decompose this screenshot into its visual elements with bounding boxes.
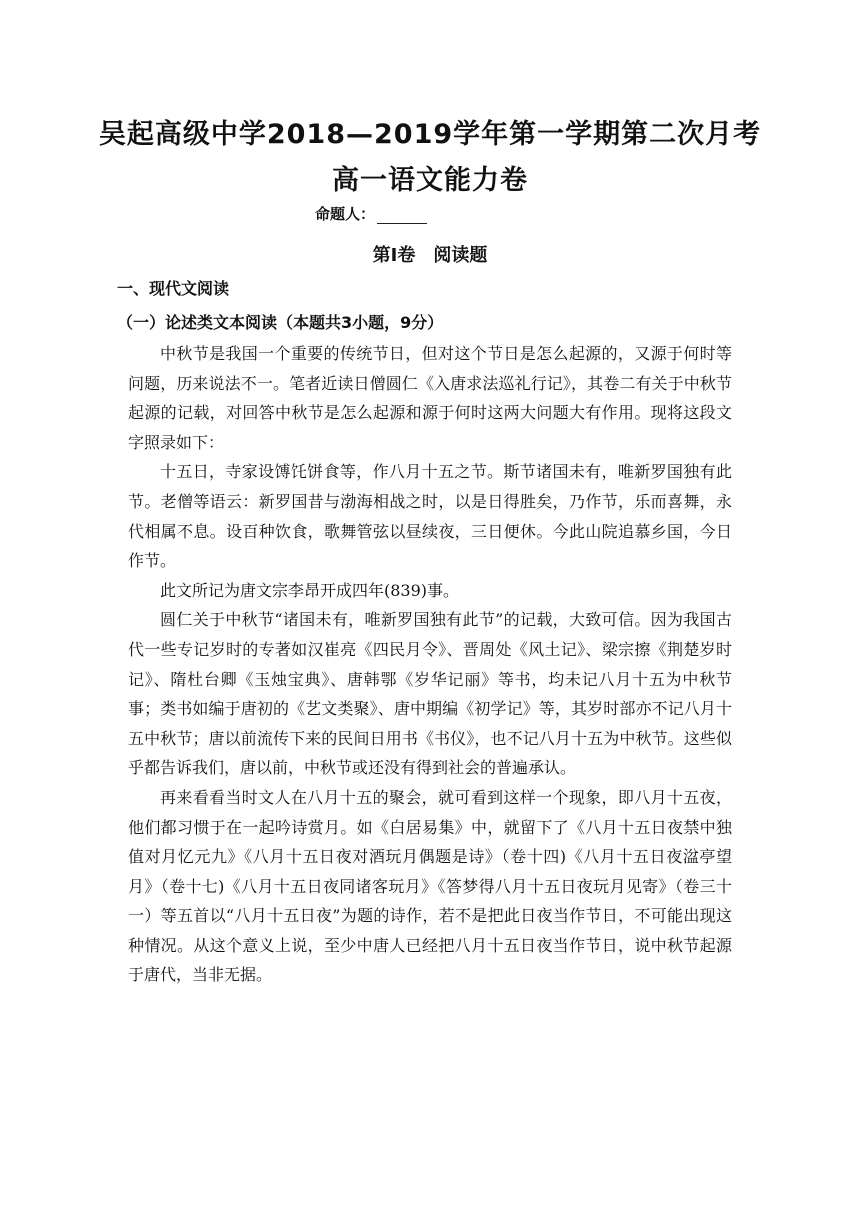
subpart-heading: （一）论述类文本阅读（本题共3小题，9分） [117,313,444,332]
exam-title: 吴起高级中学2018—2019学年第一学期第二次月考 [98,119,762,150]
author-line [315,203,427,224]
paragraph: 圆仁关于中秋节“诸国未有，唯新罗国独有此节”的记载，大致可信。因为我国古代一些专记岁时的专著如汉崔亮《四民月令》、晋周处《风土记》、梁宗擦《荆楚岁时记》、隋杜台卿《玉烛宝典》、唐韩鄂《岁华记丽》等书，均未记八月十五为中秋节事；类书如编于唐初的《艺文类聚》、唐中期编《初学记》等，其岁时部亦不记八月十五中秋节；唐以前流传下来的民间日用书《书仪》，也不记八月十五为中秋节。这些似乎都告诉我们，唐以前，中秋节或还没有得到社会的普遍承认。 [128,610,732,778]
paragraph: 再来看看当时文人在八月十五的聚会，就可看到这样一个现象，即八月十五夜，他们都习惯于在一起吟诗赏月。如《白居易集》中，就留下了《八月十五日夜禁中独值对月忆元九》《八月十五日夜对酒玩月偶题是诗》（卷十四)《八月十五日夜湓亭望月》（卷十七)《八月十五日夜同诸客玩月》《答梦得八月十五日夜玩月见寄》（卷三十一）等五首以“八月十五日夜”为题的诗作，若不是把此日夜当作节日，不可能出现这种情况。从这个意义上说，至少中唐人已经把八月十五日夜当作节日，说中秋节起源于唐代，当非无据。 [128,787,732,985]
author-label: 命题人： [315,205,376,223]
author-blank [377,207,427,224]
paragraph: 此文所记为唐文宗李昂开成四年(839)事。 [160,580,460,600]
reading-passage [128,339,732,990]
paragraph: 中秋节是我国一个重要的传统节日，但对这个节日是怎么起源的，又源于何时等问题，历来说法不一。笔者近读日僧圆仁《入唐求法巡礼行记》，其卷二有关于中秋节起源的记载，对回答中秋节是怎么起源和源于何时这两大问题大有作用。现将这段文字照录如下： [128,344,732,452]
section-title: 第Ⅰ卷 阅读题 [372,245,488,266]
paragraph: 十五日，寺家设馎饦饼食等，作八月十五之节。斯节诸国未有，唯新罗国独有此节。老僧等语云：新罗国昔与渤海相战之时，以是日得胜矣，乃作节，乐而喜舞，永代相属不息。设百种饮食，歌舞管弦以昼续夜，三日便休。今此山院追慕乡国，今日作节。 [128,462,732,571]
part-heading: 一、现代文阅读 [117,279,230,298]
exam-subtitle: 高一语文能力卷 [332,165,528,196]
